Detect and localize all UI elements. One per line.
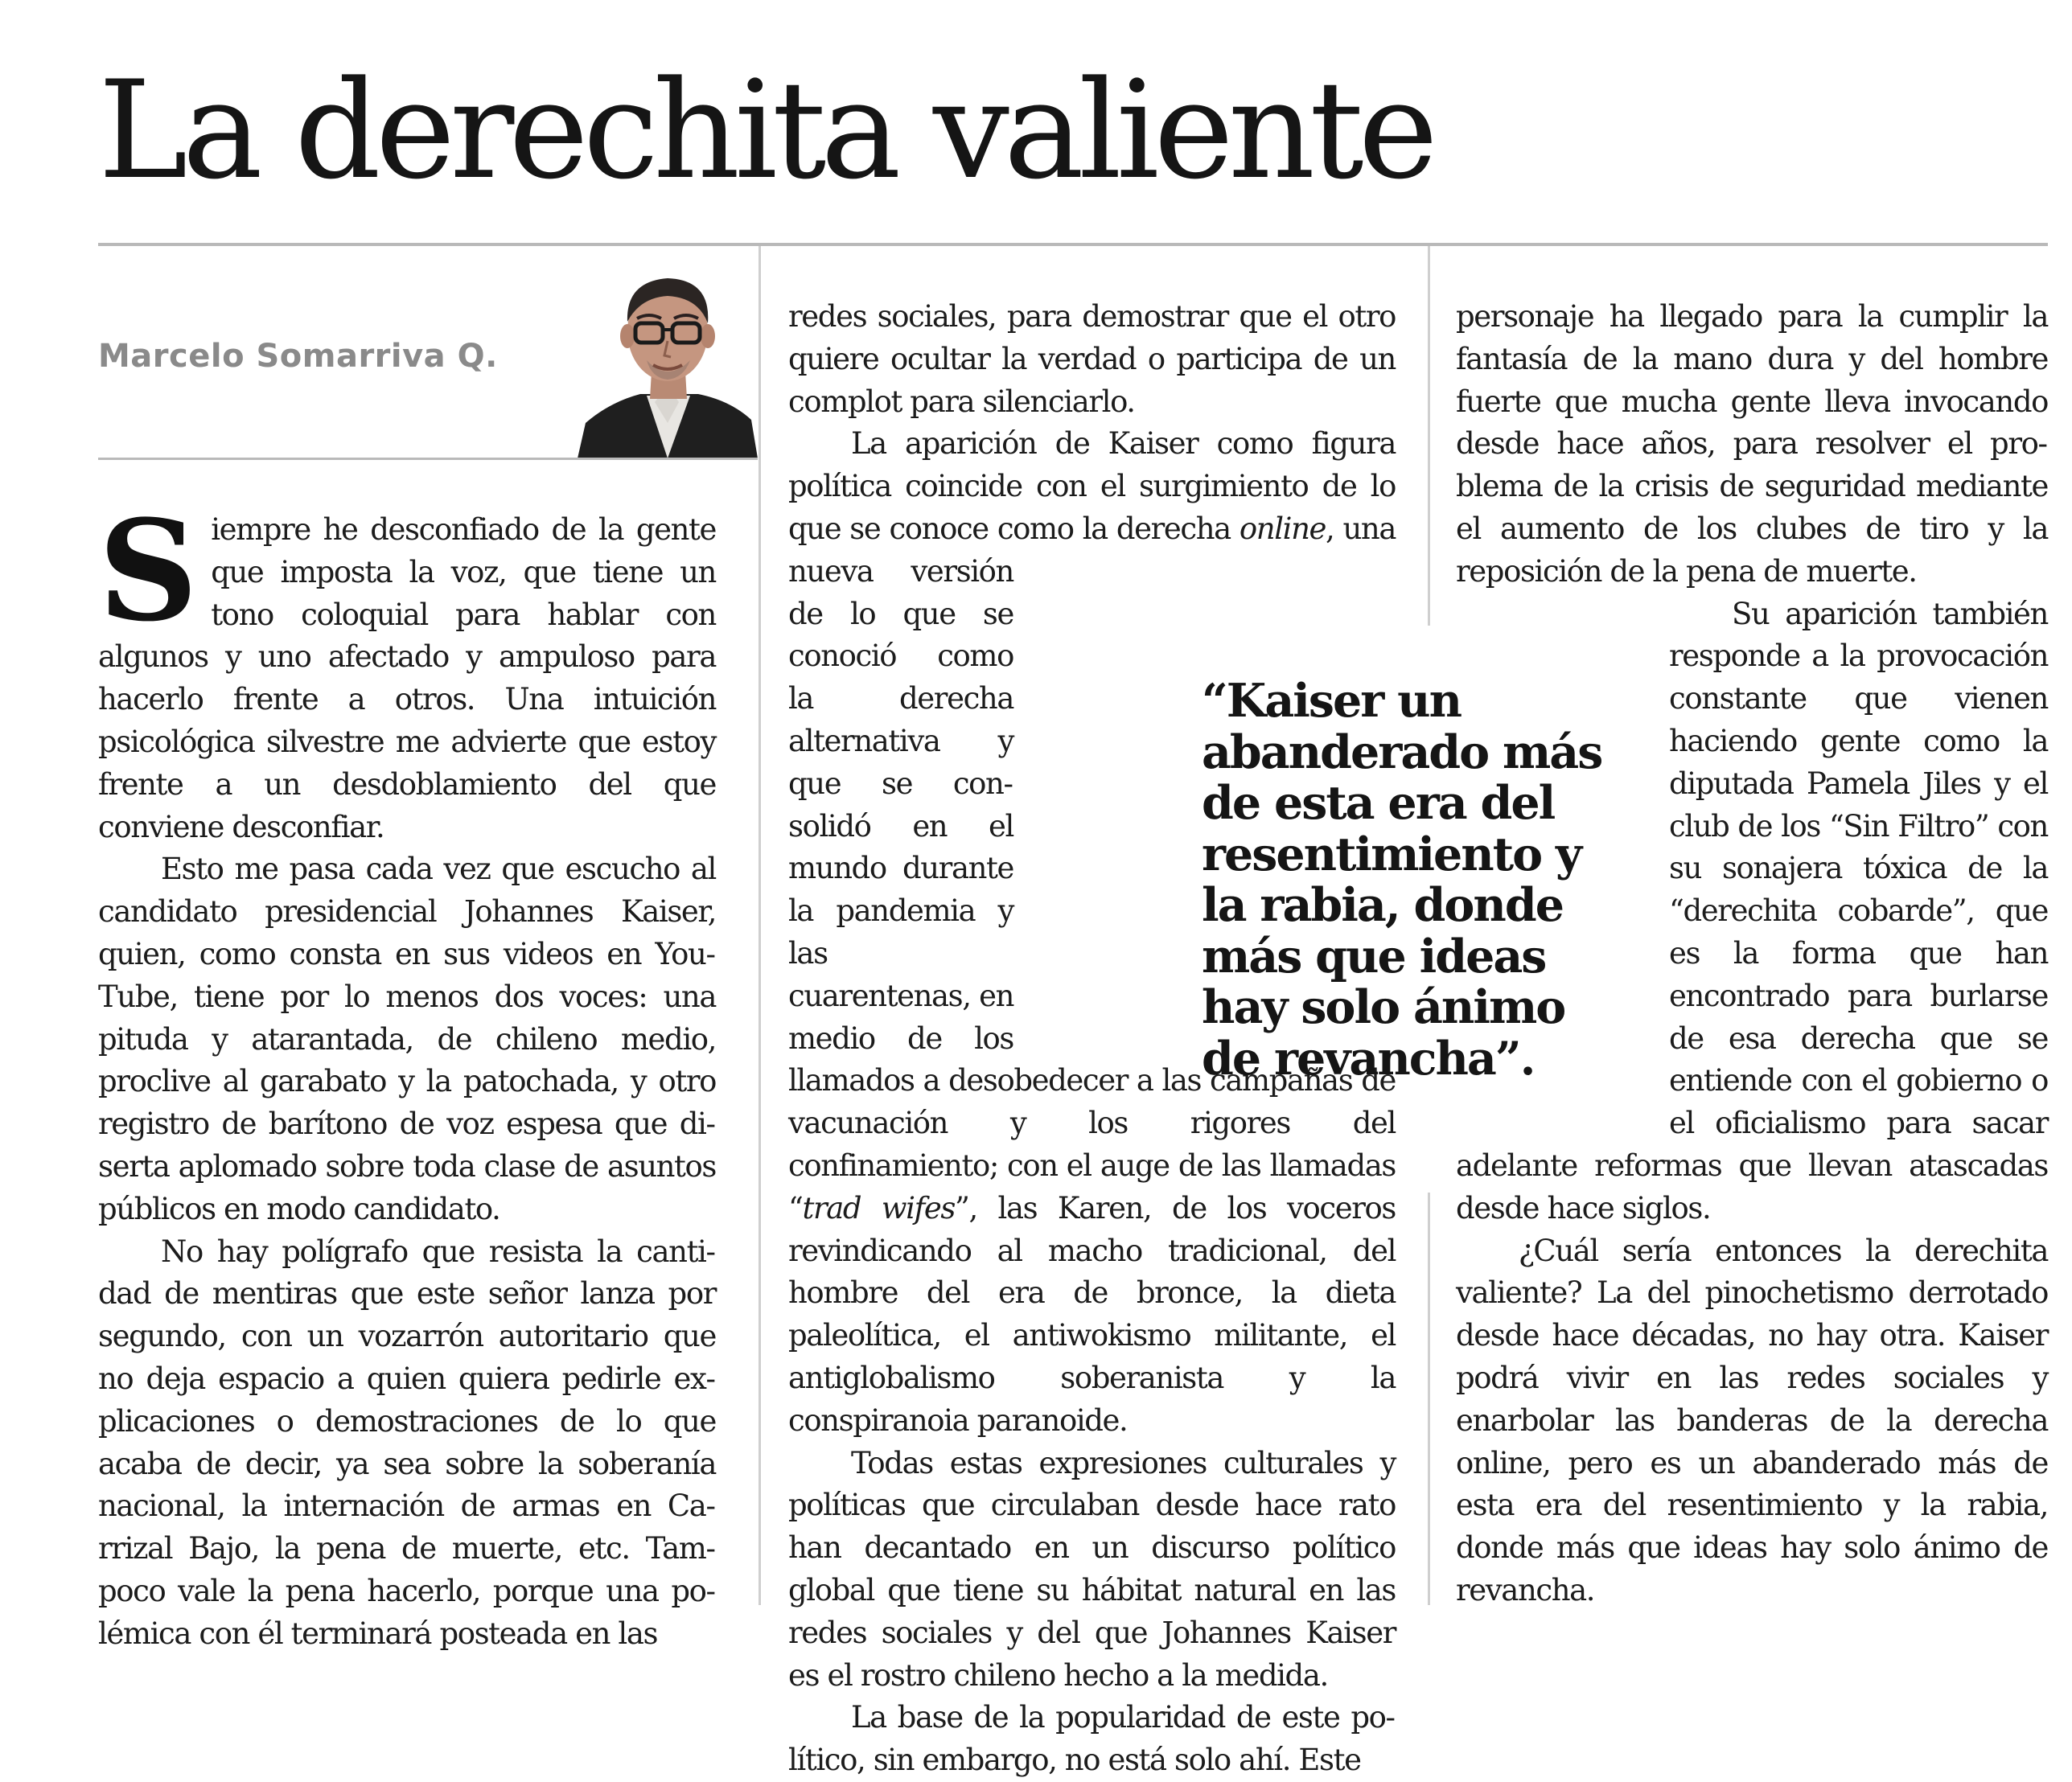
byline-divider — [98, 458, 758, 460]
paragraph: redes sociales, para demostrar que el otro quiere ocultar la verdad o participa de un complot para silenciarlo. — [788, 299, 1396, 419]
author-portrait — [578, 265, 758, 458]
paragraph: Esto me pasa cada vez que escucho al candidato presidencial Johannes Kaiser, quien, como consta en sus videos en YouTube, tiene por lo menos dos voces: una pituda y atarantada, de chileno medio, proclive al garabato y la patochada, y otro registro de barítono de voz espesa que diserta aplomado sobre toda clase de asuntos públicos en modo candidato. — [98, 852, 716, 1226]
pull-quote: “Kaiser un abanderado más de esta era del resentimiento y la rabia, donde más que ideas hay solo ánimo de revancha”. — [1202, 674, 1602, 1086]
column-divider-1 — [758, 246, 761, 1605]
paragraph-text: La aparición de Kaiser como figura política coincide con el surgimiento de lo que se conoce como la derecha — [788, 426, 1396, 546]
paragraph: ¿Cuál sería entonces la derechita valiente? La del pinochetismo derrotado desde hace décadas, no hay otra. Kaiser podrá vivir en las redes sociales y enarbolar las banderas de la derecha online, pero es un abanderado más de esta era del resentimiento y la rabia, donde más que ideas hay solo ánimo de revancha. — [1456, 1233, 2048, 1607]
paragraph-text: , una nueva versión de lo que se conoció como la derecha alternativa y que se consolidó en el mundo durante la pandemia y las cuarentenas, en medio de los llamados a desobedecer a las campañas de vacunación y los rigores del confinamiento; con el auge de las llamadas “ — [788, 511, 1396, 1226]
headline: La derechita valiente — [98, 51, 1433, 209]
italic-term: trad wifes — [802, 1190, 955, 1226]
paragraph — [98, 489, 716, 848]
column-divider-2-bottom — [1428, 1193, 1430, 1605]
paragraph: personaje ha llegado para la cumplir la fantasía de la mano dura y del hombre fuerte que mucha gente lleva invocando desde hace años, para resolver el problema de la crisis de seguridad mediante el aumento de los clubes de tiro y la reposición de la pena de muerte. — [1456, 299, 2048, 589]
article-column-1 — [98, 489, 716, 1656]
author-byline: Marcelo Somarriva Q. — [98, 338, 498, 375]
italic-term: online — [1239, 511, 1326, 546]
paragraph: No hay polígrafo que resista la cantidad de mentiras que este señor lanza por segundo, con un vozarrón autoritario que no deja espacio a quien quiera pedirle explicaciones o demostraciones de lo que acaba de decir, ya sea sobre la soberanía nacional, la internación de armas en Carrizal Bajo, la pena de muerte, etc. Tampoco vale la pena hacerlo, porque una polémica con él terminará posteada en las — [98, 1234, 716, 1651]
paragraph-text: ”, las Karen, de los voceros revindicando al macho tradicional, del hombre del era de bronce, la dieta paleolítica, el antiwokismo militante, el antiglobalismo soberanista y la conspiranoia paranoide. — [788, 1190, 1396, 1438]
paragraph: Todas estas expresiones culturales y políticas que circulaban desde hace rato han decantado en un discurso político global que tiene su hábitat natural en las redes sociales y del que Johannes Kaiser es el rostro chileno hecho a la medida. — [788, 1445, 1396, 1693]
top-divider — [98, 243, 2048, 246]
paragraph-text: Su aparición también responde a la provocación constante que vienen haciendo gente como la diputada Pamela Jiles y el club de los “Sin Filtro” con su sonajera tóxica de la “derechita cobarde”, que es la forma que han encontrado para burlarse de esa derecha que se entiende con el gobierno o el oficialismo para sacar adelante reformas que llevan atascadas desde hace siglos. — [1456, 596, 2048, 1226]
paragraph: La base de la popularidad de este político, sin embargo, no está solo ahí. Este — [788, 1700, 1396, 1778]
column-divider-2-top — [1428, 246, 1430, 626]
drop-cap: S — [98, 489, 199, 652]
paragraph-text: iempre he desconfiado de la gente que imposta la voz, que tiene un tono coloquial para hablar con algunos y uno afectado y ampuloso para hacerlo frente a otros. Una intuición psicológica silvestre me advierte que estoy frente a un desdoblamiento del que conviene desconfiar. — [98, 512, 716, 844]
